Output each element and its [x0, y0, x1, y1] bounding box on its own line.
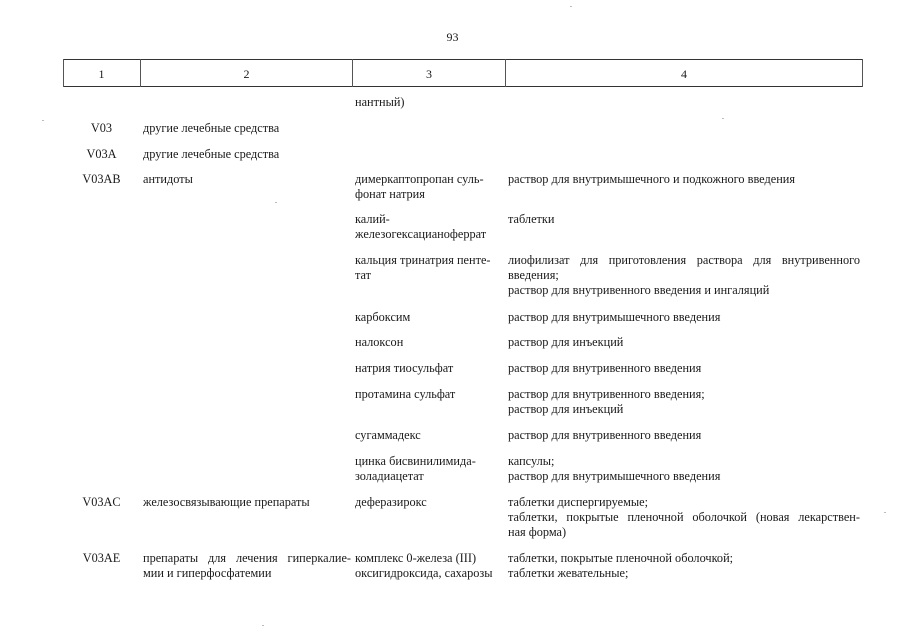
- atc-code: V03AB: [82, 172, 121, 186]
- atc-code: V03: [90, 121, 113, 135]
- dosage-form: раствор для внутривенного введения: [508, 361, 702, 375]
- drug-name: протамина сульфат: [355, 387, 456, 401]
- drug-name: комплекс 0-железа (III) оксигидроксида, сахарозы: [355, 551, 493, 580]
- header-bottom-rule: [63, 86, 863, 87]
- page-number: 93: [446, 30, 459, 44]
- dosage-form: раствор для внутривенного введения; раствор для инъекций: [508, 387, 705, 416]
- dosage-form: таблетки диспергируемые; таблетки, покрытые пленочной оболочкой (новая лекарствен- ная форма): [508, 495, 860, 539]
- scan-speck: [722, 118, 724, 119]
- table-top-rule: [63, 59, 863, 60]
- drug-name: димеркаптопропан суль- фонат натрия: [355, 172, 484, 201]
- dosage-form: раствор для внутривенного введения: [508, 428, 702, 442]
- atc-group: препараты для лечения гиперкалие- мии и гиперфосфатемии: [143, 551, 351, 580]
- dosage-form: капсулы; раствор для внутримышечного введения: [508, 454, 721, 483]
- drug-name: натрия тиосульфат: [355, 361, 454, 375]
- drug-name: цинка бисвинилимида- золадиацетат: [355, 454, 476, 483]
- drug-name: кальция тринатрия пенте- тат: [355, 253, 491, 282]
- dosage-form: раствор для внутримышечного и подкожного введения: [508, 172, 796, 186]
- scan-speck: [42, 120, 44, 121]
- atc-group: другие лечебные средства: [143, 121, 280, 135]
- drug-name: деферазирокс: [355, 495, 427, 509]
- atc-group: антидоты: [143, 172, 193, 186]
- atc-code: V03A: [86, 147, 117, 161]
- atc-group: железосвязывающие препараты: [143, 495, 310, 509]
- atc-group: другие лечебные средства: [143, 147, 280, 161]
- atc-code: V03AE: [82, 551, 121, 565]
- dosage-form: раствор для внутримышечного введения: [508, 310, 721, 324]
- drug-name: калий- железогексацианоферрат: [355, 212, 487, 241]
- scan-speck: [262, 625, 264, 626]
- dosage-form: таблетки: [508, 212, 555, 226]
- atc-code: V03AC: [82, 495, 121, 509]
- scan-speck: [570, 6, 572, 7]
- scan-speck: [884, 512, 886, 513]
- column-header-1: 1: [98, 67, 105, 81]
- column-header-3: 3: [426, 67, 432, 81]
- column-header-2: 2: [243, 67, 250, 81]
- dosage-form: таблетки, покрытые пленочной оболочкой; таблетки жевательные;: [508, 551, 734, 580]
- column-divider: [862, 59, 863, 87]
- drug-name: сугаммадекс: [355, 428, 421, 442]
- column-header-4: 4: [681, 67, 687, 81]
- drug-name: налоксон: [355, 335, 404, 349]
- dosage-form: лиофилизат для приготовления раствора для внутривенного введения; раствор для внутривенного введения и ингаляций: [508, 253, 860, 297]
- scan-speck: [275, 202, 277, 203]
- drug-name: карбоксим: [355, 310, 411, 324]
- dosage-form: раствор для инъекций: [508, 335, 624, 349]
